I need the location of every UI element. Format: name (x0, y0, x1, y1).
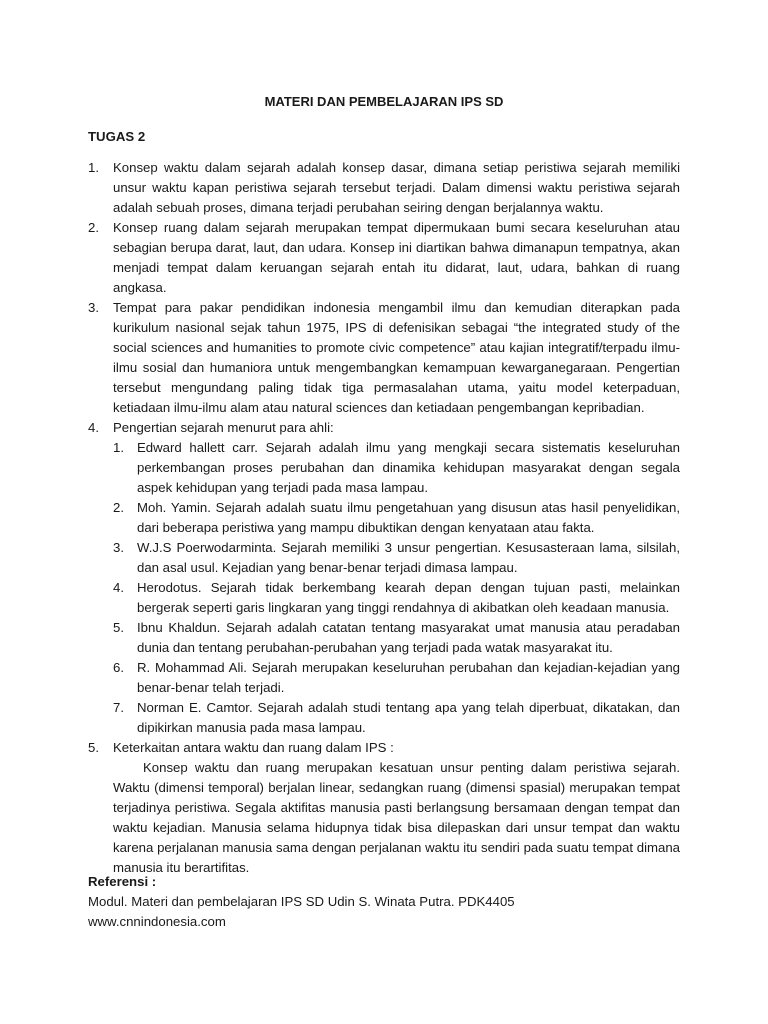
expert-text: W.J.S Poerwodarminta. Sejarah memiliki 3 unsur pengertian. Kesusasteraan lama, silsilah, dan asal usul. Kejadian yang benar-benar terjadi dimasa lampau. (137, 540, 680, 575)
list-number: 5. (88, 740, 99, 755)
expert-text: Moh. Yamin. Sejarah adalah suatu ilmu pengetahuan yang disusun atas hasil penyelidikan, dari beberapa peristiwa yang mampu dibuktikan dengan kenyataan atau fakta. (137, 500, 680, 535)
sub-number: 4. (113, 580, 124, 595)
list-number: 1. (88, 160, 99, 175)
list-item-text: Keterkaitan antara waktu dan ruang dalam IPS : (113, 740, 394, 755)
expert-item (113, 578, 680, 618)
sub-number: 6. (113, 660, 124, 675)
list-item-text: Pengertian sejarah menurut para ahli: (113, 420, 334, 435)
expert-text: Herodotus. Sejarah tidak berkembang kearah depan dengan tujuan pasti, melainkan bergerak seperti garis lingkaran yang tinggi rendahnya di akibatkan oleh keadaan manusia. (137, 580, 680, 615)
list-item-text: Konsep waktu dalam sejarah adalah konsep dasar, dimana setiap peristiwa sejarah memiliki unsur waktu kapan peristiwa sejarah tersebut terjadi. Dalam dimensi waktu peristiwa sejarah adalah sebuah proses, dimana terjadi perubahan seiring dengan berjalannya waktu. (113, 160, 680, 215)
expert-text: Edward hallett carr. Sejarah adalah ilmu yang mengkaji secara sistematis keseluruhan perkembangan proses perubahan dan dinamika kehidupan masyarakat dengan segala aspek kehidupan yang terjadi pada masa lampau. (137, 440, 680, 495)
list-item (88, 298, 680, 418)
expert-item (113, 658, 680, 698)
list-item-text: Tempat para pakar pendidikan indonesia mengambil ilmu dan kemudian diterapkan pada kurikulum nasional sejak tahun 1975, IPS di defenisikan sebagai “the integrated study of the social sciences and humanities to promote civic competence” atau kajian integratif/terpadu ilmu-ilmu sosial dan humaniora untuk mengembangkan kemampuan kewarganegaraan. Pengertian tersebut mengundang paling tidak tiga permasalahan utama, yaitu model keterpaduan, ketiadaan ilmu-ilmu alam atau natural sciences dan ketiadaan pengembangan kepribadian. (113, 300, 680, 415)
list-number: 2. (88, 220, 99, 235)
sub-number: 2. (113, 500, 124, 515)
expert-item (113, 498, 680, 538)
expert-item (113, 618, 680, 658)
expert-item (113, 538, 680, 578)
references-heading: Referensi : (88, 874, 157, 889)
expert-text: Ibnu Khaldun. Sejarah adalah catatan tentang masyarakat umat manusia atau peradaban dunia dan tentang perubahan-perubahan yang terjadi pada watak masyarakat itu. (137, 620, 680, 655)
expert-text: R. Mohammad Ali. Sejarah merupakan keseluruhan perubahan dan kejadian-kejadian yang benar-benar telah terjadi. (137, 660, 680, 695)
reference-line: www.cnnindonesia.com (88, 914, 226, 929)
numbered-list (88, 158, 680, 878)
sub-number: 5. (113, 620, 124, 635)
expert-list (113, 438, 680, 738)
document-title: MATERI DAN PEMBELAJARAN IPS SD (264, 94, 504, 109)
list-number: 4. (88, 420, 99, 435)
expert-text: Norman E. Camtor. Sejarah adalah studi tentang apa yang telah diperbuat, dikatakan, dan dipikirkan manusia pada masa lampau. (137, 700, 680, 735)
expert-item (113, 438, 680, 498)
body-paragraph: Konsep waktu dan ruang merupakan kesatuan unsur penting dalam peristiwa sejarah. Waktu (dimensi temporal) berjalan linear, sedangkan ruang (dimensi spasial) merupakan tempat terjadinya peristiwa. Segala aktifitas manusia pasti berlangsung bersamaan dengan tempat dan waktu kejadian. Manusia selama hidupnya tidak bisa dilepaskan dari unsur tempat dan waktu karena perjalanan manusia sama dengan perjalanan waktu itu sendiri pada suatu tempat dimana manusia itu berartifitas. (113, 760, 680, 875)
list-item-text: Konsep ruang dalam sejarah merupakan tempat dipermukaan bumi secara keseluruhan atau sebagian berupa darat, laut, dan udara. Konsep ini diartikan bahwa dimanapun tempatnya, akan menjadi tempat dalam keruangan sejarah entah itu didarat, laut, udara, bahkan di ruang angkasa. (113, 220, 680, 295)
list-item (88, 418, 680, 738)
sub-number: 3. (113, 540, 124, 555)
sub-number: 1. (113, 440, 124, 455)
expert-item (113, 698, 680, 738)
list-item (88, 738, 680, 878)
section-heading: TUGAS 2 (88, 129, 146, 144)
list-number: 3. (88, 300, 99, 315)
sub-number: 7. (113, 700, 124, 715)
reference-line: Modul. Materi dan pembelajaran IPS SD Udin S. Winata Putra. PDK4405 (88, 894, 515, 909)
references-section (88, 872, 688, 932)
list-item (88, 218, 680, 298)
list-item (88, 158, 680, 218)
